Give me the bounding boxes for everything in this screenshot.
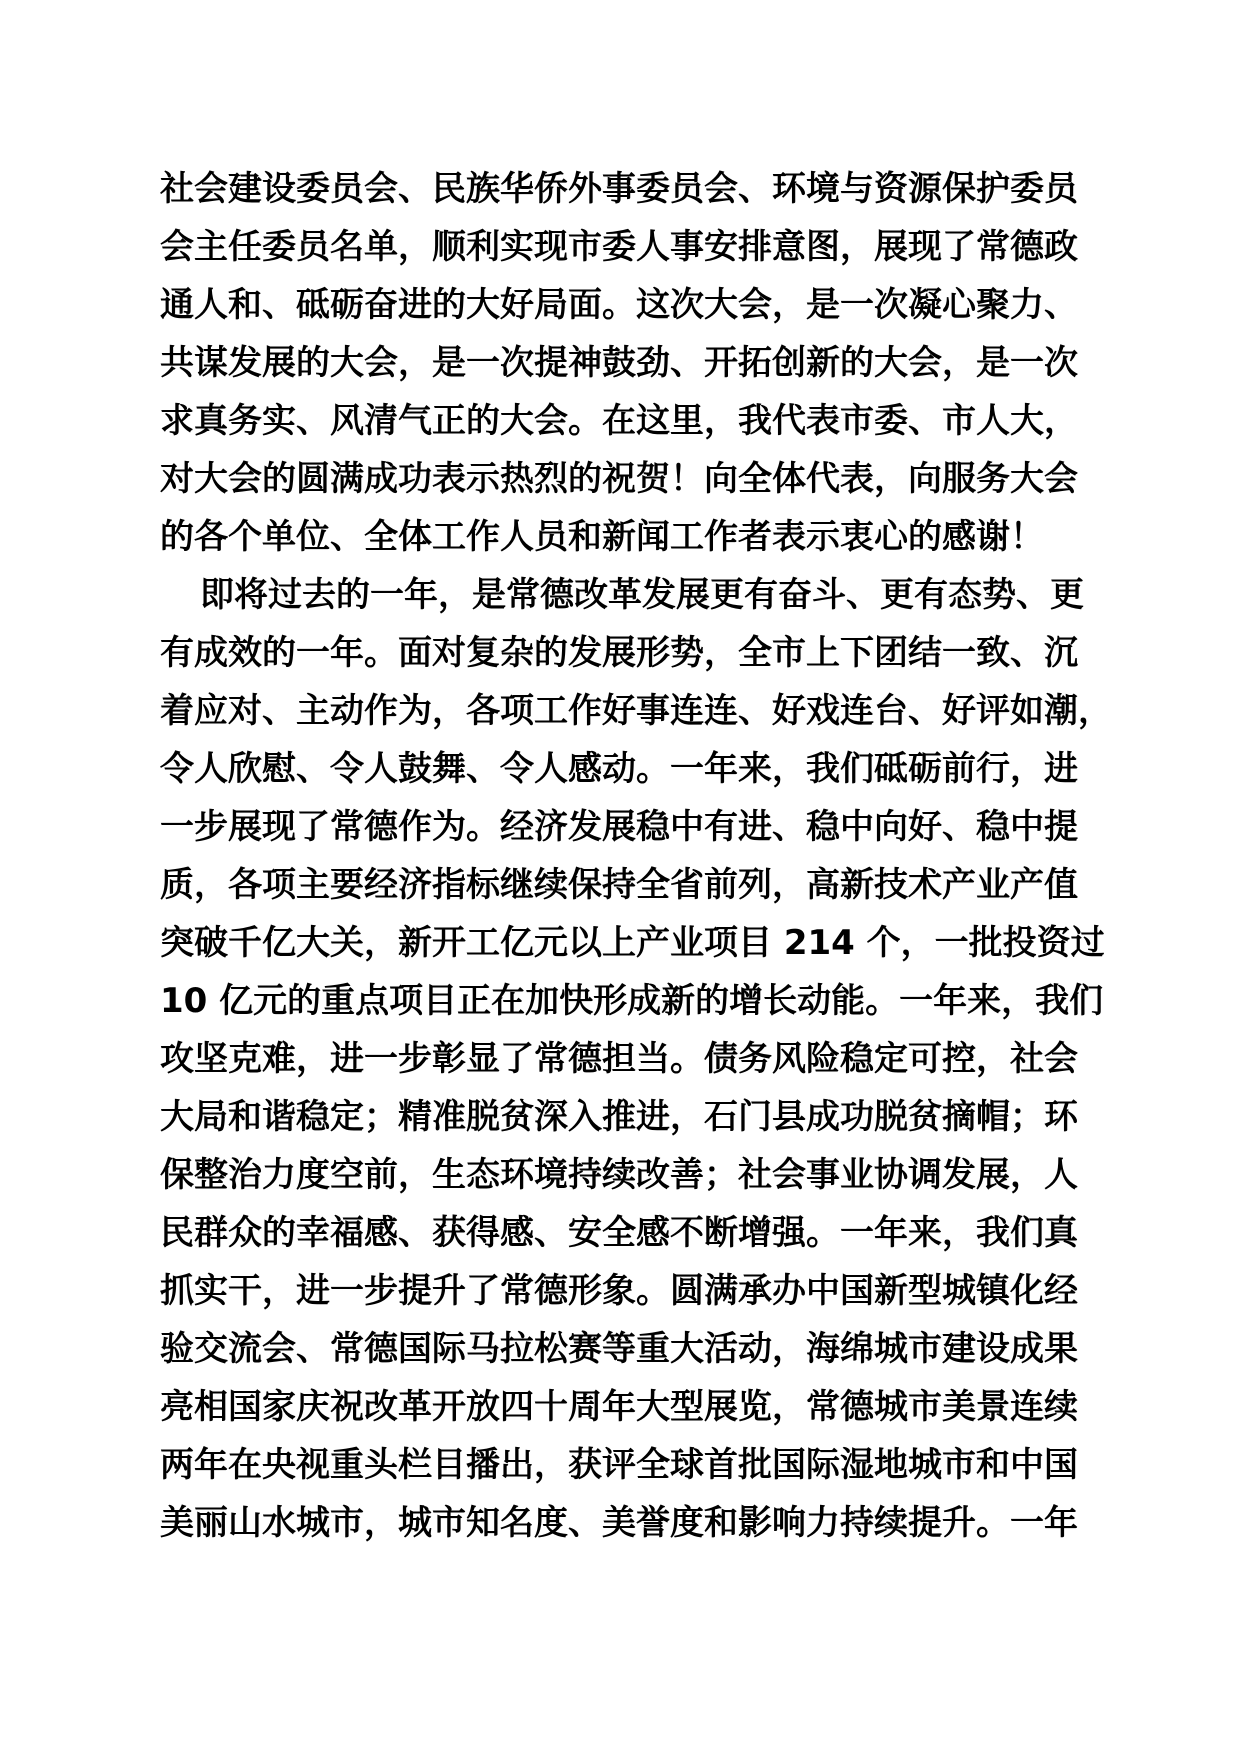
text-line: 的各个单位、全体工作人员和新闻工作者表示衷心的感谢！ — [160, 517, 1044, 557]
text-line: 会主任委员名单，顺利实现市委人事安排意图，展现了常德政 — [160, 227, 1078, 267]
text-line: 亮相国家庆祝改革开放四十周年大型展览，常德城市美景连续 — [160, 1387, 1078, 1427]
text-line: 质，各项主要经济指标继续保持全省前列，高新技术产业产值 — [160, 865, 1078, 905]
text-line: 一步展现了常德作为。经济发展稳中有进、稳中向好、稳中提 — [160, 807, 1078, 847]
text-line: 社会建设委员会、民族华侨外事委员会、环境与资源保护委员 — [160, 169, 1078, 209]
text-line: 10 亿元的重点项目正在加快形成新的增长动能。一年来，我们 — [160, 981, 1104, 1021]
paragraph-1 — [160, 160, 1080, 566]
text-line: 抓实干，进一步提升了常德形象。圆满承办中国新型城镇化经 — [160, 1271, 1078, 1311]
text-line: 美丽山水城市，城市知名度、美誉度和影响力持续提升。一年 — [160, 1503, 1078, 1543]
text-line: 攻坚克难，进一步彰显了常德担当。债务风险稳定可控，社会 — [160, 1039, 1078, 1079]
text-line: 突破千亿大关，新开工亿元以上产业项目 214 个，一批投资过 — [160, 923, 1105, 963]
text-line: 保整治力度空前，生态环境持续改善；社会事业协调发展，人 — [160, 1155, 1078, 1195]
text-line: 令人欣慰、令人鼓舞、令人感动。一年来，我们砥砺前行，进 — [160, 749, 1078, 789]
text-line: 两年在央视重头栏目播出，获评全球首批国际湿地城市和中国 — [160, 1445, 1078, 1485]
text-line: 共谋发展的大会，是一次提神鼓劲、开拓创新的大会，是一次 — [160, 343, 1078, 383]
text-line: 验交流会、常德国际马拉松赛等重大活动，海绵城市建设成果 — [160, 1329, 1078, 1369]
paragraph-2 — [160, 566, 1112, 1552]
text-line: 通人和、砥砺奋进的大好局面。这次大会，是一次凝心聚力、 — [160, 285, 1078, 325]
text-line: 民群众的幸福感、获得感、安全感不断增强。一年来，我们真 — [160, 1213, 1078, 1253]
text-line: 大局和谐稳定；精准脱贫深入推进，石门县成功脱贫摘帽；环 — [160, 1097, 1078, 1137]
text-line: 着应对、主动作为，各项工作好事连连、好戏连台、好评如潮， — [160, 691, 1112, 731]
text-line: 求真务实、风清气正的大会。在这里，我代表市委、市人大， — [160, 401, 1078, 441]
text-line: 即将过去的一年，是常德改革发展更有奋斗、更有态势、更 — [200, 575, 1084, 615]
body-text — [160, 160, 1112, 1552]
text-line: 有成效的一年。面对复杂的发展形势，全市上下团结一致、沉 — [160, 633, 1078, 673]
text-line: 对大会的圆满成功表示热烈的祝贺！向全体代表，向服务大会 — [160, 459, 1078, 499]
